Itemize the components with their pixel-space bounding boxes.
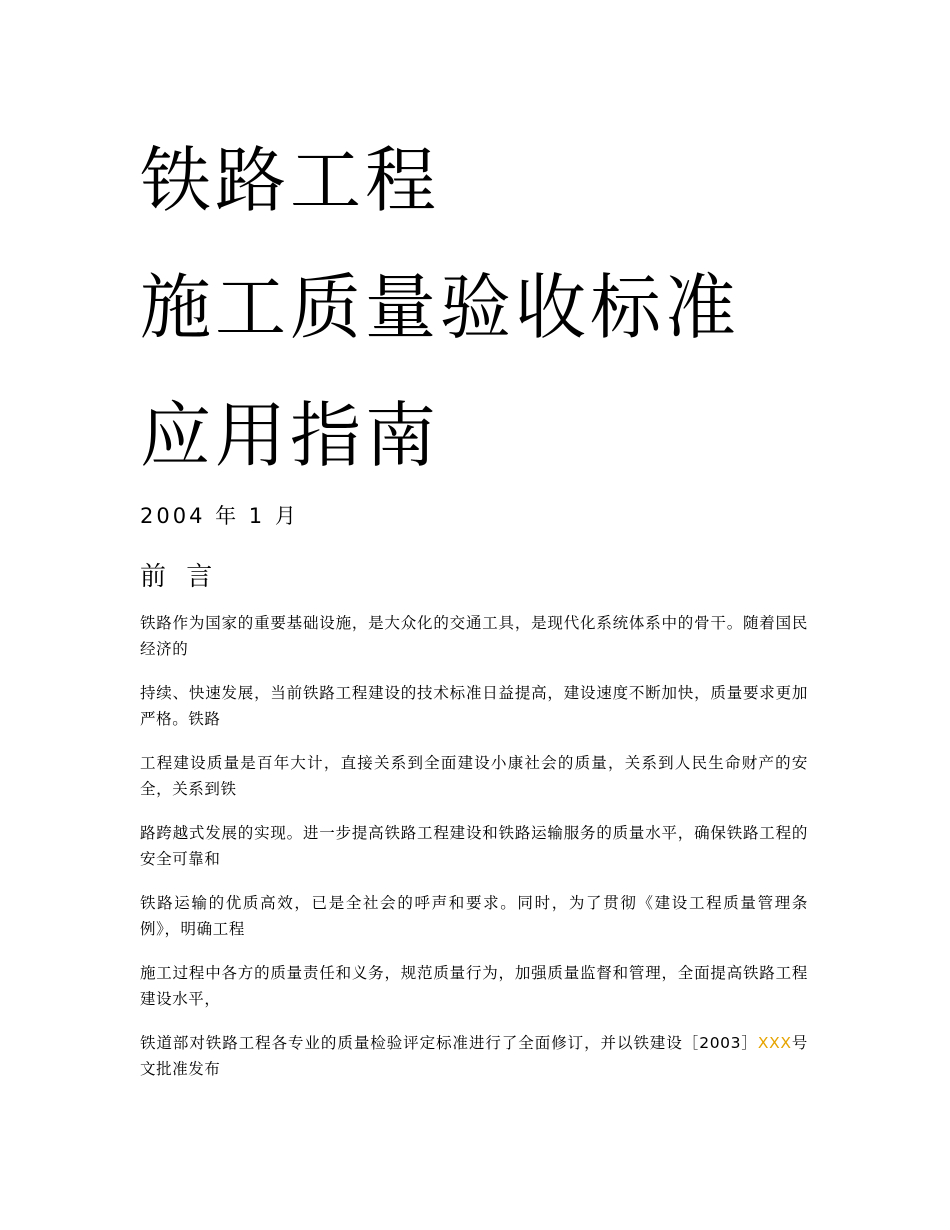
publication-date: 2004 年 1 月 — [140, 504, 299, 528]
placeholder-number: XXX — [757, 1034, 792, 1052]
paragraph-2: 持续、快速发展，当前铁路工程建设的技术标准日益提高，建设速度不断加快，质量要求更加严格。铁路 — [140, 684, 808, 728]
preface-heading: 前 言 — [140, 562, 219, 592]
paragraph-1: 铁路作为国家的重要基础设施，是大众化的交通工具，是现代化系统体系中的骨干。随着国民经济的 — [140, 614, 808, 658]
paragraph-7-text-after: 号文批准发布 — [140, 1034, 808, 1078]
paragraph-7 — [140, 1030, 808, 1082]
paragraph-5: 铁路运输的优质高效，已是全社会的呼声和要求。同时，为了贯彻《建设工程质量管理条例》，明确工程 — [140, 894, 808, 938]
title-line-3: 应用指南 — [140, 394, 441, 477]
preface-body — [140, 610, 808, 1100]
title-line-2: 施工质量验收标准 — [140, 266, 741, 349]
paragraph-4: 路跨越式发展的实现。进一步提高铁路工程建设和铁路运输服务的质量水平，确保铁路工程的安全可靠和 — [140, 824, 808, 868]
title-line-1: 铁路工程 — [140, 139, 441, 222]
paragraph-7-text-before: 铁道部对铁路工程各专业的质量检验评定标准进行了全面修订，并以铁建设［2003］ — [140, 1034, 758, 1052]
paragraph-6: 施工过程中各方的质量责任和义务，规范质量行为，加强质量监督和管理，全面提高铁路工程建设水平， — [140, 964, 808, 1008]
paragraph-3: 工程建设质量是百年大计，直接关系到全面建设小康社会的质量，关系到人民生命财产的安全，关系到铁 — [140, 754, 808, 798]
